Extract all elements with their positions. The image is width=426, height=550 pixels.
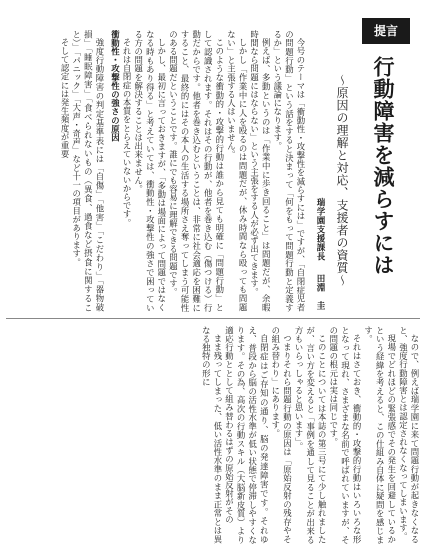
- paragraph: それはさておき、衝動的・攻撃的行動はいろいろな形となって現れ、さまざまな名前で呼ばれていますが、その問題の根元は実は同じです。: [328, 326, 363, 544]
- paragraph: このことについては本誌の第三号にて少し触れましたが、言い方を変えると「事例を通して見ることが出来る方もいらっしゃると思います」。: [294, 326, 328, 544]
- paragraph: つまりそれら問題行動の原因は「原始反射の残存やその組み替わり」にあります。: [270, 326, 293, 544]
- paragraph: 現場でどれほどの緊張感でその発生を回避しているかという経緯を考えると、この仕組み自体に疑問を感じます。: [363, 326, 397, 544]
- paragraph: 自閉症はご存知の通り、脳の発達障害です。それゆえ、普段から脳の活性水準が低い状態で停滞しやすくなります。その為、高次の行動スキル（大脳新皮質）より適応行動ととして組み替わるはずの原始反射がその: [224, 326, 270, 544]
- paragraph: 強度行動障害の判定基準表には「自傷」「他害」「こだわり」「器物破損」「睡眠障害」「食べられないもの（異食、過食など摂食に関すること）」「パニック」「大声・奇声」など十一の項目があります。: [71, 30, 105, 312]
- section-divider: [6, 318, 420, 319]
- paragraph: なので、例えば瑞学園に来て問題行動が起きなくなると、強度行動障害とは認定されなくなってしまいます。: [398, 326, 420, 544]
- author-byline: [314, 198, 326, 318]
- paragraph: まま残ってしまった、低い活性水準のまま正常とは異なる独特の形に: [201, 326, 223, 544]
- paragraph: しかし「作業中に人を殴るのは問題だが、休み時間なら殴っても問題ない」と主張する人はいません。: [226, 30, 249, 312]
- author-organization: 瑞学園支援課長: [315, 198, 325, 261]
- paragraph: 例えば、多動というのは「作業中に歩き回ること」は問題だが、余暇時間なら問題にはならない」という主張をする人が必ず出てきます。: [249, 30, 272, 312]
- article-title: 行動障害を減らすには: [371, 56, 396, 276]
- section-heading: 衝動性・攻撃性の強さの原因: [110, 30, 121, 142]
- article-subtitle: 〜原因の理解と対応、支援者の資質〜: [335, 74, 349, 287]
- category-badge: 提言: [362, 18, 410, 44]
- paragraph: 今号のテーマは「衝動性・攻撃性を減らすには」ですが、「自閉症児者の問題行動」という話をすると決まって「何をもって問題行動と定義するか」という議論になります。: [272, 30, 306, 312]
- paragraph: このような衝動的・攻撃的行動は誰から見ても明確に「問題行動」として認識されます。それはその行動が、他者を巻き込む（傷つける）行動だからです。他者を巻き込むということは、非常に社会適応を困難にすること、最終的にはその本人の生活する場所さえ奪ってしまう可能性のある問題だということです。誰にでも容易に理解できる問題です。: [168, 30, 225, 312]
- paragraph: しかし、最初に言っておきますが、「多動は場面によって問題ではなくなる時もあり得る」と考えていては、衝動性・攻撃性の強さで困っている方の問題を解決することは出来ません。: [133, 30, 167, 312]
- author-name: 田淵 圭: [315, 274, 325, 311]
- lower-body: [6, 326, 420, 544]
- upper-body: [6, 30, 306, 312]
- paragraph: そして認定には発生頻度が重要: [60, 38, 71, 159]
- paragraph: それは自閉症の本質をとらえていないからです。: [122, 38, 133, 228]
